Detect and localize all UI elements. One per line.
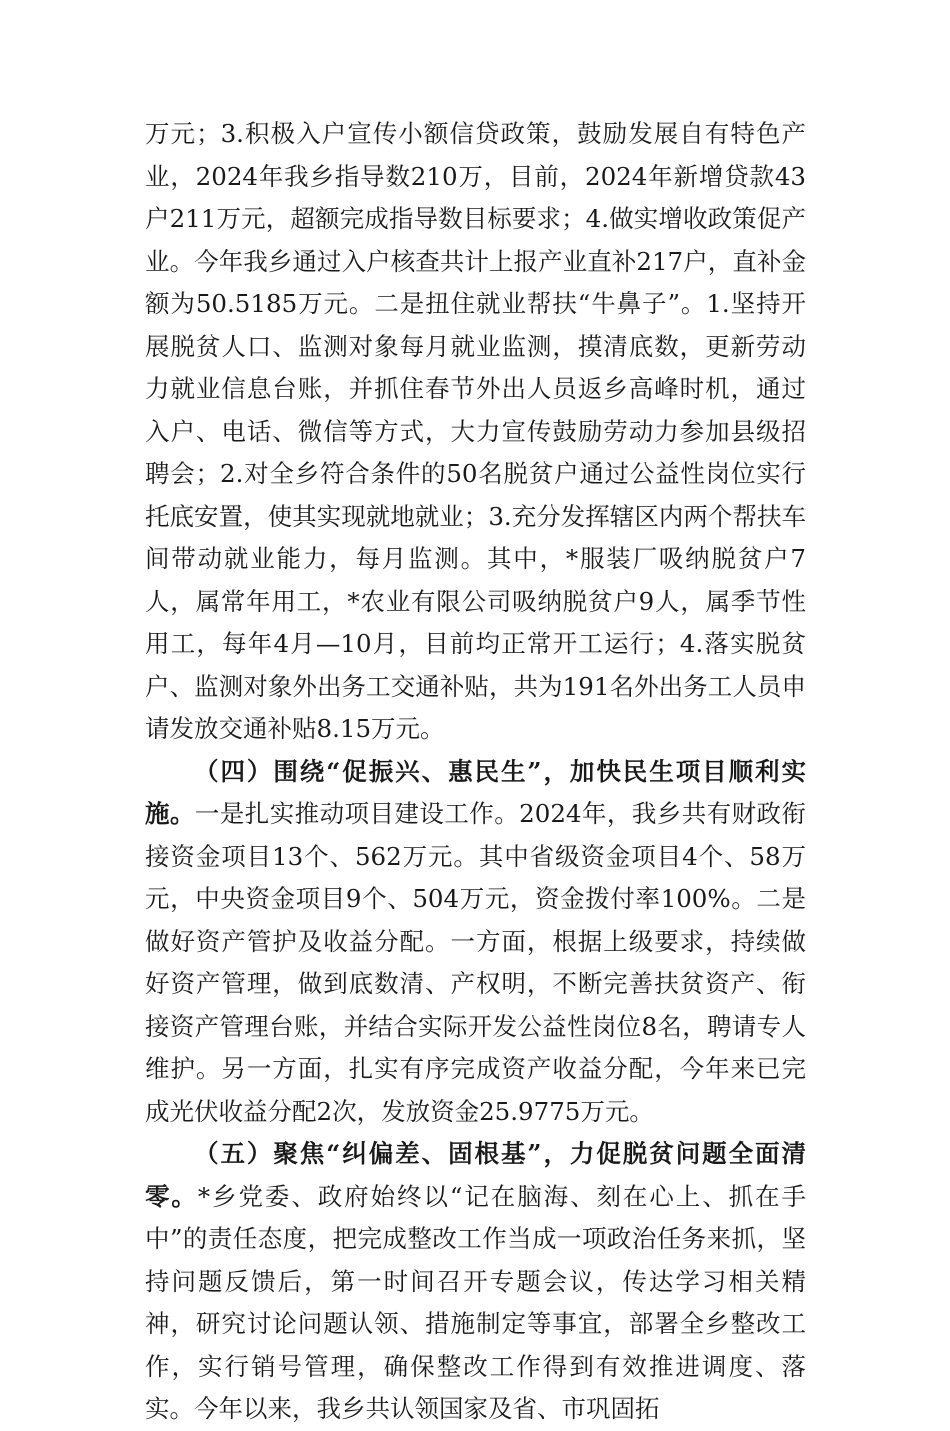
paragraph-text: *乡党委、政府始终以“记在脑海、刻在心上、抓在手中”的责任态度，把完成整改工作当成一项政治任务来抓，坚持问题反馈后，第一时间召开专题会议，传达学习相关精神，研究讨论问题认领、措施制定等事宜，部署全乡整改工作，实行销号管理，确保整改工作得到有效推进调度、落实。今年以来，我乡共认领国家及省、市巩固拓 xyxy=(145,1181,806,1423)
section-heading-five: （五）聚焦“纠偏差、固根基”，力促脱贫问题全面清零。 xyxy=(145,1139,806,1211)
paragraph-section-five xyxy=(145,1133,806,1431)
paragraph-section-four xyxy=(145,751,806,1134)
paragraph-continuation xyxy=(145,113,806,751)
paragraph-text: 万元；3.积极入户宣传小额信贷政策，鼓励发展自有特色产业，2024年我乡指导数210万，目前，2024年新增贷款43户211万元，超额完成指导数目标要求；4.做实增收政策促产业。今年我乡通过入户核查共计上报产业直补217户，直补金额为50.5185万元。二是扭住就业帮扶“牛鼻子”。1.坚持开展脱贫人口、监测对象每月就业监测，摸清底数，更新劳动力就业信息台账，并抓住春节外出人员返乡高峰时机，通过入户、电话、微信等方式，大力宣传鼓励劳动力参加县级招聘会；2.对全乡符合条件的50名脱贫户通过公益性岗位实行托底安置，使其实现就地就业；3.充分发挥辖区内两个帮扶车间带动就业能力，每月监测。其中，*服装厂吸纳脱贫户7人，属常年用工，*农业有限公司吸纳脱贫户9人，属季节性用工，每年4月—10月，目前均正常开工运行；4.落实脱贫户、监测对象外出务工交通补贴，共为191名外出务工人员申请发放交通补贴8.15万元。 xyxy=(145,119,806,743)
document-body xyxy=(145,113,806,1431)
paragraph-text: 一是扎实推动项目建设工作。2024年，我乡共有财政衔接资金项目13个、562万元。其中省级资金项目4个、58万元，中央资金项目9个、504万元，资金拨付率100%。二是做好资产管护及收益分配。一方面，根据上级要求，持续做好资产管理，做到底数清、产权明，不断完善扶贫资产、衔接资产管理台账，并结合实际开发公益性岗位8名，聘请专人维护。另一方面，扎实有序完成资产收益分配，今年来已完成光伏收益分配2次，发放资金25.9775万元。 xyxy=(145,799,806,1126)
section-heading-four: （四）围绕“促振兴、惠民生”，加快民生项目顺利实施。 xyxy=(145,756,806,828)
